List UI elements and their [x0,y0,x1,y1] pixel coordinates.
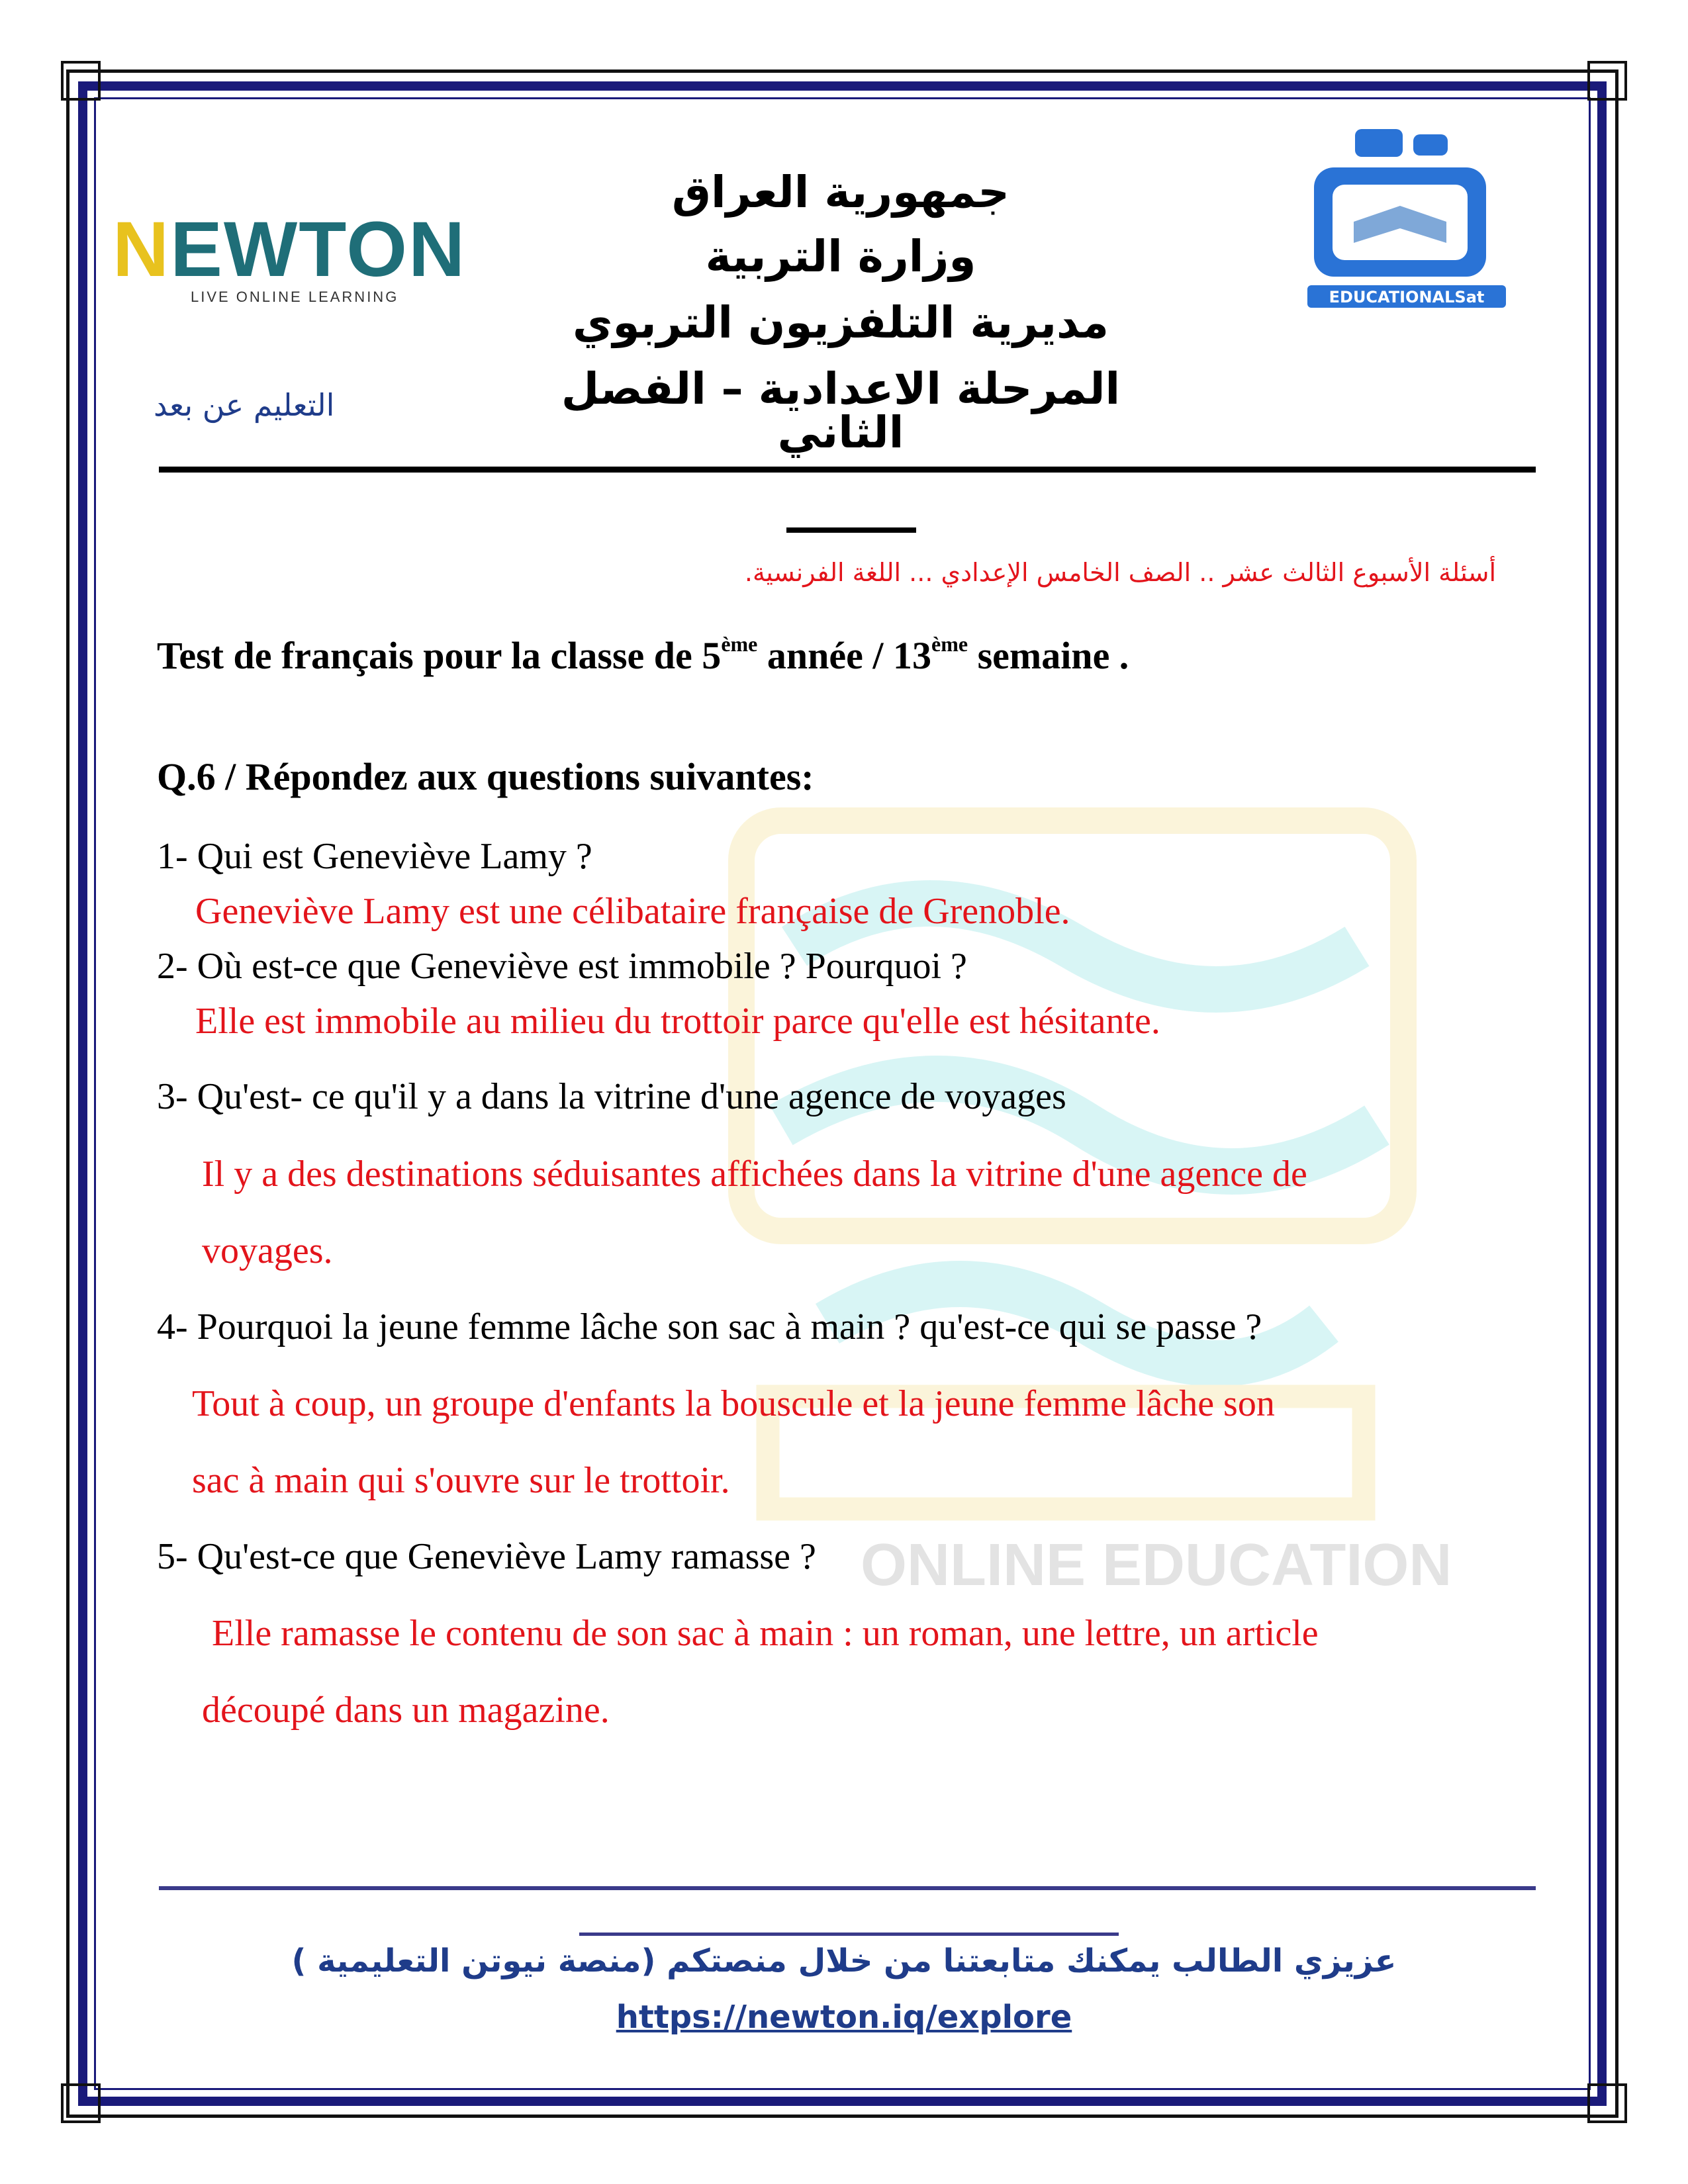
watermark-text: ONLINE EDUCATION [861,1532,1452,1598]
answer-4-line-1: Tout à coup, un groupe d'enfants la bouscule et la jeune femme lâche son [192,1383,1275,1424]
header-divider [159,467,1536,473]
header-ministry: وزارة التربية [705,231,976,282]
corner-ornament-bottom-right [1587,2083,1627,2123]
newton-logo-n: N [113,206,171,293]
newton-logo [113,206,467,310]
question-2: 2- Où est-ce que Geneviève est immobile ? Pourquoi ? [157,946,967,987]
newton-logo-word: EWTON [170,206,467,293]
header-republic: جمهورية العراق [672,167,1009,218]
corner-ornament-top-right [1587,61,1627,101]
answer-3-line-1: Il y a des destinations séduisantes affichées dans la vitrine d'une agence de [202,1154,1307,1195]
answer-3-line-2: voyages. [202,1230,333,1271]
newton-tagline: LIVE ONLINE LEARNING [191,289,399,305]
footer-divider-short [579,1933,1119,1936]
answer-1: Geneviève Lamy est une célibataire française de Grenoble. [195,891,1070,932]
short-divider [786,527,916,533]
test-title: Test de français pour la classe de 5ème année / 13ème semaine . [157,632,1129,677]
answer-5-line-2: découpé dans un magazine. [202,1690,610,1731]
question-5: 5- Qu'est-ce que Geneviève Lamy ramasse ? [157,1536,816,1577]
question-heading: Q.6 / Répondez aux questions suivantes: [157,755,814,798]
answer-5-line-1: Elle ramasse le contenu de son sac à main : un roman, une lettre, un article [212,1613,1319,1654]
question-1: 1- Qui est Geneviève Lamy ? [157,836,592,877]
footer-link[interactable]: https://newton.iq/explore [616,1999,1072,2036]
header-directorate: مديرية التلفزيون التربوي [573,297,1109,348]
footer-message: عزيزي الطالب يمكنك متابعتنا من خلال منصتكم (منصة نيوتن التعليمية ) [291,1942,1397,1979]
answer-2: Elle est immobile au milieu du trottoir parce qu'elle est hésitante. [195,1001,1160,1042]
footer-divider [159,1886,1536,1890]
header-stage: المرحلة الاعدادية – الفصل الثاني [561,363,1121,458]
subtitle-arabic: أسئلة الأسبوع الثالث عشر .. الصف الخامس الإعدادي ... اللغة الفرنسية. [744,558,1496,587]
educational-sat-label: EDUCATIONALSat [1329,288,1485,306]
question-3: 3- Qu'est- ce qu'il y a dans la vitrine d'une agence de voyages [157,1076,1066,1117]
answer-4-line-2: sac à main qui s'ouvre sur le trottoir. [192,1460,730,1501]
educational-sat-logo [1307,129,1506,314]
question-4: 4- Pourquoi la jeune femme lâche son sac à main ? qu'est-ce qui se passe ? [157,1306,1262,1347]
remote-learning-label: التعليم عن بعد [154,387,335,423]
corner-ornament-top-left [61,61,101,101]
corner-ornament-bottom-left [61,2083,101,2123]
